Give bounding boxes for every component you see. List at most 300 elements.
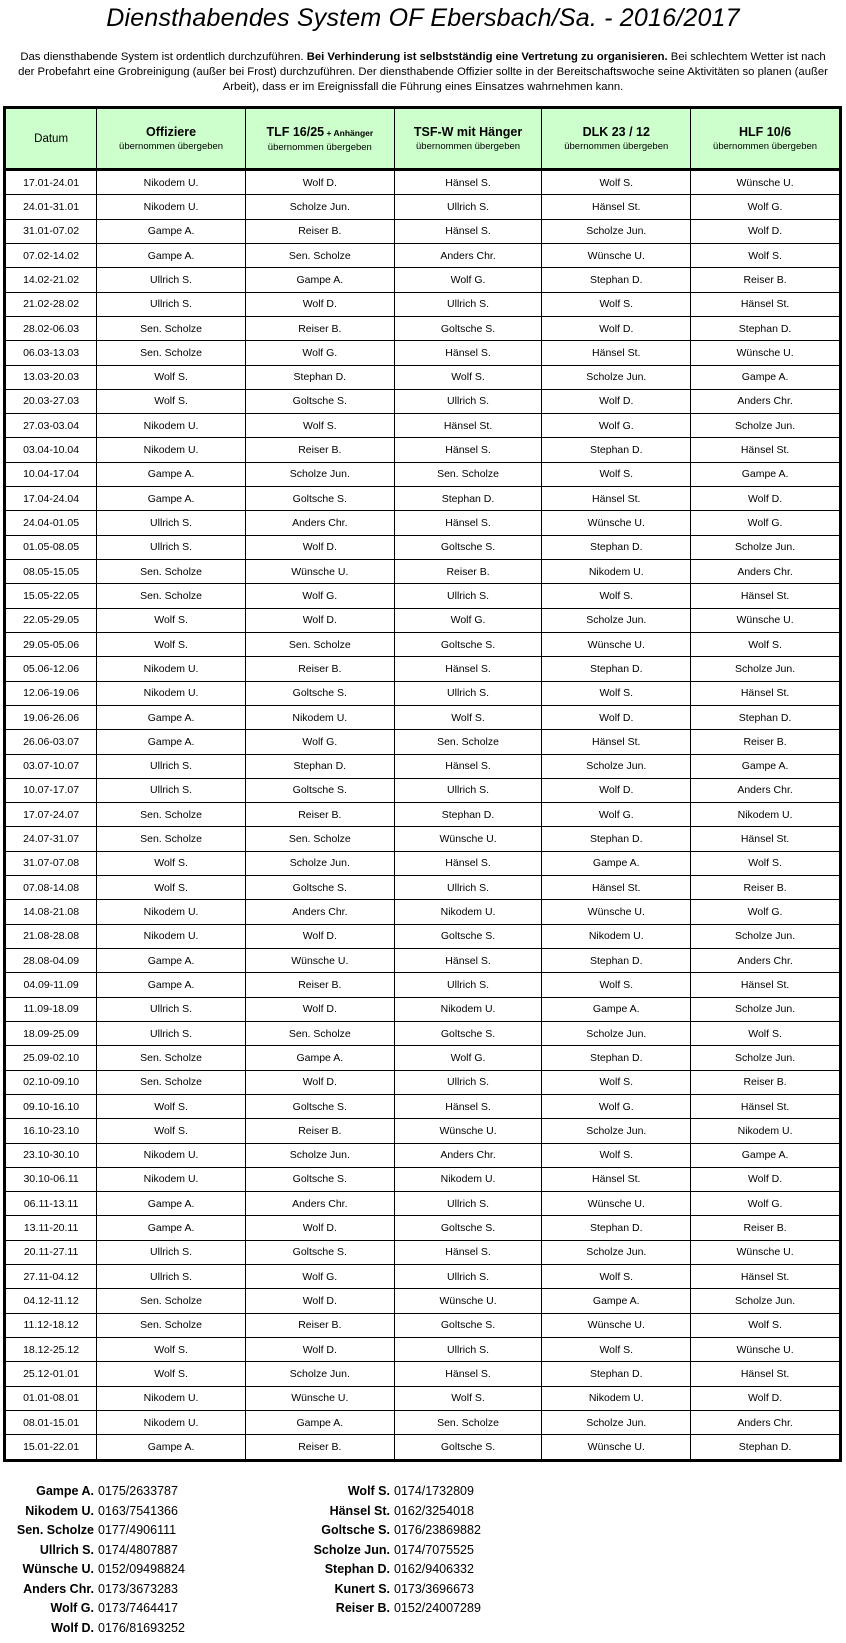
table-row — [5, 632, 841, 656]
contact-phone: 0173/3673283 — [98, 1581, 178, 1596]
assignee-cell: Wolf S. — [97, 876, 246, 900]
assignee-cell: Gampe A. — [97, 1216, 246, 1240]
contact-entry — [240, 1560, 481, 1580]
assignee-cell: Wolf G. — [691, 195, 841, 219]
assignee-cell: Wünsche U. — [542, 1192, 691, 1216]
table-row — [5, 1143, 841, 1167]
assignee-cell: Wünsche U. — [691, 341, 841, 365]
date-cell: 11.12-18.12 — [5, 1313, 97, 1337]
assignee-cell: Wolf S. — [542, 1265, 691, 1289]
contact-name: Wolf G. — [50, 1601, 94, 1615]
contact-entry — [240, 1599, 481, 1619]
assignee-cell: Wünsche U. — [691, 608, 841, 632]
assignee-cell: Reiser B. — [691, 876, 841, 900]
assignee-cell: Scholze Jun. — [691, 414, 841, 438]
assignee-cell: Wolf S. — [97, 1119, 246, 1143]
assignee-cell: Reiser B. — [691, 1216, 841, 1240]
assignee-cell: Ullrich S. — [394, 389, 542, 413]
contact-name: Wünsche U. — [22, 1562, 94, 1576]
date-cell: 01.05-08.05 — [5, 535, 97, 559]
assignee-cell: Stephan D. — [542, 949, 691, 973]
date-cell: 12.06-19.06 — [5, 681, 97, 705]
date-cell: 20.03-27.03 — [5, 389, 97, 413]
assignee-cell: Nikodem U. — [394, 997, 542, 1021]
assignee-cell: Stephan D. — [245, 754, 394, 778]
column-header-title: Datum — [34, 132, 69, 145]
assignee-cell: Gampe A. — [97, 1435, 246, 1461]
assignee-cell: Hänsel St. — [691, 1362, 841, 1386]
assignee-cell: Wolf G. — [394, 268, 542, 292]
date-cell: 03.04-10.04 — [5, 438, 97, 462]
assignee-cell: Stephan D. — [542, 438, 691, 462]
contact-entry — [0, 1521, 185, 1541]
table-row — [5, 924, 841, 948]
assignee-cell: Wolf D. — [245, 608, 394, 632]
assignee-cell: Wolf S. — [691, 632, 841, 656]
table-row — [5, 1313, 841, 1337]
assignee-cell: Nikodem U. — [691, 1119, 841, 1143]
contact-entry — [0, 1502, 185, 1522]
assignee-cell: Goltsche S. — [245, 681, 394, 705]
date-cell: 28.02-06.03 — [5, 316, 97, 340]
assignee-cell: Nikodem U. — [97, 1143, 246, 1167]
assignee-cell: Wolf G. — [245, 730, 394, 754]
table-row — [5, 1362, 841, 1386]
assignee-cell: Ullrich S. — [394, 778, 542, 802]
assignee-cell: Hänsel S. — [394, 1362, 542, 1386]
date-cell: 08.05-15.05 — [5, 560, 97, 584]
date-cell: 31.01-07.02 — [5, 219, 97, 243]
column-header-suffix: + Anhänger — [324, 127, 374, 138]
assignee-cell: Wolf D. — [245, 1216, 394, 1240]
date-cell: 19.06-26.06 — [5, 705, 97, 729]
assignee-cell: Sen. Scholze — [245, 827, 394, 851]
assignee-cell: Sen. Scholze — [97, 560, 246, 584]
assignee-cell: Nikodem U. — [691, 803, 841, 827]
assignee-cell: Stephan D. — [542, 657, 691, 681]
assignee-cell: Nikodem U. — [542, 560, 691, 584]
assignee-cell: Ullrich S. — [97, 754, 246, 778]
date-cell: 22.05-29.05 — [5, 608, 97, 632]
table-row — [5, 243, 841, 267]
assignee-cell: Wolf D. — [691, 1386, 841, 1410]
table-row — [5, 341, 841, 365]
contact-phone: 0177/4906111 — [98, 1523, 177, 1537]
assignee-cell: Gampe A. — [97, 730, 246, 754]
assignee-cell: Wolf S. — [245, 414, 394, 438]
assignee-cell: Wolf S. — [97, 632, 246, 656]
assignee-cell: Nikodem U. — [97, 1167, 246, 1191]
assignee-cell: Wünsche U. — [542, 632, 691, 656]
assignee-cell: Wolf S. — [691, 243, 841, 267]
date-cell: 14.02-21.02 — [5, 268, 97, 292]
assignee-cell: Wünsche U. — [691, 1338, 841, 1362]
assignee-cell: Reiser B. — [245, 316, 394, 340]
contact-phone: 0174/4807887 — [98, 1542, 178, 1557]
table-row — [5, 1216, 841, 1240]
assignee-cell: Wünsche U. — [245, 560, 394, 584]
assignee-cell: Goltsche S. — [394, 1313, 542, 1337]
contact-phone: 0176/81693252 — [98, 1620, 185, 1635]
table-row — [5, 316, 841, 340]
column-header-hlf — [691, 108, 841, 170]
column-header-subtitle: übernommen übergeben — [119, 141, 224, 152]
table-row — [5, 365, 841, 389]
assignee-cell: Wolf G. — [245, 341, 394, 365]
assignee-cell: Wolf G. — [691, 1192, 841, 1216]
contact-entry — [240, 1580, 481, 1600]
date-cell: 15.01-22.01 — [5, 1435, 97, 1461]
assignee-cell: Wolf D. — [542, 705, 691, 729]
assignee-cell: Scholze Jun. — [691, 535, 841, 559]
assignee-cell: Sen. Scholze — [97, 1070, 246, 1094]
assignee-cell: Wolf S. — [394, 705, 542, 729]
column-header-subtitle: übernommen übergeben — [564, 141, 669, 152]
assignee-cell: Wolf D. — [542, 316, 691, 340]
assignee-cell: Wolf D. — [542, 778, 691, 802]
assignee-cell: Wolf D. — [245, 1289, 394, 1313]
assignee-cell: Hänsel S. — [394, 1094, 542, 1118]
assignee-cell: Hänsel S. — [394, 341, 542, 365]
assignee-cell: Ullrich S. — [394, 681, 542, 705]
assignee-cell: Anders Chr. — [245, 511, 394, 535]
assignee-cell: Wünsche U. — [542, 900, 691, 924]
assignee-cell: Ullrich S. — [97, 292, 246, 316]
assignee-cell: Ullrich S. — [97, 997, 246, 1021]
assignee-cell: Reiser B. — [691, 730, 841, 754]
assignee-cell: Goltsche S. — [245, 487, 394, 511]
column-header-title: DLK 23 / 12 — [582, 125, 650, 139]
assignee-cell: Ullrich S. — [394, 1338, 542, 1362]
contact-name: Ullrich S. — [39, 1542, 94, 1557]
assignee-cell: Hänsel S. — [394, 219, 542, 243]
assignee-cell: Gampe A. — [691, 365, 841, 389]
contact-phone: 0173/3696673 — [394, 1581, 474, 1596]
assignee-cell: Gampe A. — [97, 705, 246, 729]
assignee-cell: Wolf G. — [542, 1094, 691, 1118]
table-row — [5, 657, 841, 681]
table-row — [5, 900, 841, 924]
date-cell: 06.03-13.03 — [5, 341, 97, 365]
table-row — [5, 414, 841, 438]
assignee-cell: Sen. Scholze — [97, 1313, 246, 1337]
intro-text-2: Bei schlechtem Wetter ist nach der Probefahrt eine Grobreinigung (außer bei Frost) durchzuführen. Der diensthabende Offizier sollte in der Bereitschaftswoche seine Aktivitäten so planen (außer Arbeit), dass er im Ereignissfall die Führung eines Einsatzes wahrnehmen kann. — [18, 51, 828, 93]
assignee-cell: Gampe A. — [691, 462, 841, 486]
assignee-cell: Hänsel St. — [691, 681, 841, 705]
date-cell: 06.11-13.11 — [5, 1192, 97, 1216]
contact-name: Wolf D. — [51, 1620, 94, 1635]
contact-name: Gampe A. — [36, 1484, 94, 1498]
date-cell: 27.03-03.04 — [5, 414, 97, 438]
contact-phone: 0176/23869882 — [394, 1523, 481, 1537]
assignee-cell: Wolf S. — [542, 681, 691, 705]
assignee-cell: Gampe A. — [97, 462, 246, 486]
assignee-cell: Ullrich S. — [394, 876, 542, 900]
assignee-cell: Scholze Jun. — [691, 997, 841, 1021]
column-header-subtitle: übernommen übergeben — [416, 141, 521, 152]
date-cell: 09.10-16.10 — [5, 1094, 97, 1118]
assignee-cell: Hänsel S. — [394, 438, 542, 462]
date-cell: 26.06-03.07 — [5, 730, 97, 754]
assignee-cell: Hänsel St. — [542, 487, 691, 511]
table-row — [5, 511, 841, 535]
contact-entry — [0, 1482, 185, 1502]
assignee-cell: Anders Chr. — [245, 1192, 394, 1216]
assignee-cell: Gampe A. — [97, 243, 246, 267]
assignee-cell: Goltsche S. — [394, 535, 542, 559]
column-header-tlf — [245, 108, 394, 170]
assignee-cell: Hänsel St. — [691, 1094, 841, 1118]
assignee-cell: Wolf S. — [691, 1021, 841, 1045]
assignee-cell: Wünsche U. — [542, 1435, 691, 1461]
date-cell: 25.09-02.10 — [5, 1046, 97, 1070]
contact-name: Goltsche S. — [321, 1523, 390, 1537]
assignee-cell: Hänsel S. — [394, 1240, 542, 1264]
assignee-cell: Wolf S. — [97, 851, 246, 875]
contact-entry — [0, 1619, 185, 1639]
table-row — [5, 1167, 841, 1191]
table-row — [5, 1094, 841, 1118]
assignee-cell: Hänsel St. — [542, 730, 691, 754]
date-cell: 24.01-31.01 — [5, 195, 97, 219]
assignee-cell: Stephan D. — [394, 803, 542, 827]
contact-name: Hänsel St. — [329, 1503, 390, 1518]
assignee-cell: Wolf D. — [542, 389, 691, 413]
contact-entry — [240, 1482, 481, 1502]
assignee-cell: Goltsche S. — [245, 778, 394, 802]
assignee-cell: Hänsel St. — [691, 973, 841, 997]
assignee-cell: Wolf S. — [542, 973, 691, 997]
column-header-title: Offiziere — [146, 125, 197, 139]
assignee-cell: Wolf S. — [394, 365, 542, 389]
contact-entry — [0, 1599, 185, 1619]
assignee-cell: Reiser B. — [394, 560, 542, 584]
column-header-title: TSF-W mit Hänger — [413, 125, 523, 139]
assignee-cell: Gampe A. — [542, 997, 691, 1021]
assignee-cell: Wolf S. — [97, 389, 246, 413]
assignee-cell: Anders Chr. — [394, 243, 542, 267]
table-body — [5, 170, 841, 1461]
date-cell: 21.08-28.08 — [5, 924, 97, 948]
assignee-cell: Wolf D. — [691, 219, 841, 243]
contact-entry — [240, 1502, 481, 1522]
assignee-cell: Wolf D. — [245, 1338, 394, 1362]
table-row — [5, 268, 841, 292]
assignee-cell: Goltsche S. — [245, 389, 394, 413]
table-row — [5, 462, 841, 486]
assignee-cell: Nikodem U. — [245, 705, 394, 729]
table-row — [5, 487, 841, 511]
assignee-cell: Hänsel S. — [394, 949, 542, 973]
assignee-cell: Anders Chr. — [691, 778, 841, 802]
document-title: Diensthabendes System OF Ebersbach/Sa. - 2016/2017 — [106, 4, 740, 32]
assignee-cell: Wolf G. — [691, 900, 841, 924]
assignee-cell: Nikodem U. — [97, 438, 246, 462]
assignee-cell: Gampe A. — [245, 1410, 394, 1434]
assignee-cell: Sen. Scholze — [394, 1410, 542, 1434]
assignee-cell: Nikodem U. — [97, 1386, 246, 1410]
assignee-cell: Stephan D. — [245, 365, 394, 389]
assignee-cell: Wolf S. — [542, 584, 691, 608]
assignee-cell: Wolf S. — [542, 292, 691, 316]
assignee-cell: Gampe A. — [542, 851, 691, 875]
date-cell: 24.07-31.07 — [5, 827, 97, 851]
date-cell: 25.12-01.01 — [5, 1362, 97, 1386]
date-cell: 07.02-14.02 — [5, 243, 97, 267]
assignee-cell: Sen. Scholze — [97, 1289, 246, 1313]
assignee-cell: Goltsche S. — [245, 1240, 394, 1264]
assignee-cell: Wolf S. — [542, 1143, 691, 1167]
assignee-cell: Hänsel S. — [394, 511, 542, 535]
date-cell: 17.04-24.04 — [5, 487, 97, 511]
contact-name: Kunert S. — [334, 1581, 390, 1596]
date-cell: 13.11-20.11 — [5, 1216, 97, 1240]
assignee-cell: Ullrich S. — [394, 1265, 542, 1289]
assignee-cell: Scholze Jun. — [542, 219, 691, 243]
assignee-cell: Nikodem U. — [97, 657, 246, 681]
assignee-cell: Wünsche U. — [245, 949, 394, 973]
assignee-cell: Scholze Jun. — [245, 1362, 394, 1386]
contact-phone: 0173/7464417 — [98, 1601, 178, 1615]
assignee-cell: Gampe A. — [97, 949, 246, 973]
assignee-cell: Scholze Jun. — [245, 851, 394, 875]
assignee-cell: Wolf S. — [542, 462, 691, 486]
assignee-cell: Nikodem U. — [97, 681, 246, 705]
assignee-cell: Sen. Scholze — [97, 827, 246, 851]
assignee-cell: Nikodem U. — [97, 195, 246, 219]
date-cell: 23.10-30.10 — [5, 1143, 97, 1167]
table-row — [5, 292, 841, 316]
assignee-cell: Stephan D. — [542, 1362, 691, 1386]
assignee-cell: Nikodem U. — [394, 900, 542, 924]
column-header-title-line — [246, 124, 394, 141]
column-header-subtitle: übernommen übergeben — [713, 141, 818, 152]
date-cell: 07.08-14.08 — [5, 876, 97, 900]
date-cell: 14.08-21.08 — [5, 900, 97, 924]
date-cell: 18.12-25.12 — [5, 1338, 97, 1362]
date-cell: 28.08-04.09 — [5, 949, 97, 973]
table-row — [5, 754, 841, 778]
assignee-cell: Gampe A. — [97, 487, 246, 511]
assignee-cell: Wolf G. — [691, 511, 841, 535]
table-row — [5, 195, 841, 219]
assignee-cell: Wolf S. — [97, 1094, 246, 1118]
assignee-cell: Scholze Jun. — [691, 1046, 841, 1070]
assignee-cell: Ullrich S. — [97, 1021, 246, 1045]
assignee-cell: Wünsche U. — [245, 1386, 394, 1410]
date-cell: 15.05-22.05 — [5, 584, 97, 608]
table-row — [5, 803, 841, 827]
date-cell: 17.07-24.07 — [5, 803, 97, 827]
assignee-cell: Reiser B. — [245, 438, 394, 462]
contact-phone: 0174/1732809 — [394, 1484, 474, 1498]
assignee-cell: Hänsel S. — [394, 657, 542, 681]
contact-phone: 0152/09498824 — [98, 1562, 185, 1576]
assignee-cell: Ullrich S. — [394, 1070, 542, 1094]
assignee-cell: Hänsel S. — [394, 170, 542, 195]
assignee-cell: Sen. Scholze — [97, 1046, 246, 1070]
contact-entry — [240, 1521, 481, 1541]
assignee-cell: Hänsel St. — [542, 1167, 691, 1191]
table-row — [5, 705, 841, 729]
column-header-subtitle: übernommen übergeben — [267, 141, 372, 153]
assignee-cell: Nikodem U. — [97, 1410, 246, 1434]
contact-phone: 0162/9406332 — [394, 1562, 474, 1576]
assignee-cell: Sen. Scholze — [97, 584, 246, 608]
assignee-cell: Reiser B. — [245, 219, 394, 243]
assignee-cell: Stephan D. — [691, 316, 841, 340]
table-row — [5, 1240, 841, 1264]
date-cell: 01.01-08.01 — [5, 1386, 97, 1410]
column-header-title: HLF 10/6 — [739, 125, 792, 139]
assignee-cell: Stephan D. — [542, 827, 691, 851]
assignee-cell: Wolf G. — [542, 803, 691, 827]
assignee-cell: Wünsche U. — [394, 827, 542, 851]
date-cell: 24.04-01.05 — [5, 511, 97, 535]
assignee-cell: Ullrich S. — [394, 973, 542, 997]
table-row — [5, 535, 841, 559]
assignee-cell: Anders Chr. — [691, 560, 841, 584]
assignee-cell: Wolf D. — [245, 1070, 394, 1094]
assignee-cell: Scholze Jun. — [691, 924, 841, 948]
assignee-cell: Wolf S. — [542, 170, 691, 195]
assignee-cell: Nikodem U. — [542, 1386, 691, 1410]
contact-entry — [0, 1560, 185, 1580]
assignee-cell: Scholze Jun. — [245, 462, 394, 486]
assignee-cell: Ullrich S. — [394, 584, 542, 608]
assignee-cell: Reiser B. — [245, 1435, 394, 1461]
date-cell: 10.04-17.04 — [5, 462, 97, 486]
assignee-cell: Gampe A. — [97, 1192, 246, 1216]
assignee-cell: Sen. Scholze — [245, 243, 394, 267]
duty-roster-table — [3, 106, 842, 1462]
assignee-cell: Ullrich S. — [97, 1265, 246, 1289]
date-cell: 30.10-06.11 — [5, 1167, 97, 1191]
table-row — [5, 1338, 841, 1362]
assignee-cell: Wolf D. — [691, 1167, 841, 1191]
table-row — [5, 778, 841, 802]
assignee-cell: Gampe A. — [691, 1143, 841, 1167]
contact-list-left — [0, 1482, 185, 1638]
assignee-cell: Anders Chr. — [691, 949, 841, 973]
assignee-cell: Reiser B. — [245, 657, 394, 681]
table-row — [5, 949, 841, 973]
assignee-cell: Gampe A. — [97, 219, 246, 243]
contact-entry — [0, 1541, 185, 1561]
assignee-cell: Gampe A. — [245, 268, 394, 292]
date-cell: 04.12-11.12 — [5, 1289, 97, 1313]
date-cell: 11.09-18.09 — [5, 997, 97, 1021]
date-cell: 21.02-28.02 — [5, 292, 97, 316]
assignee-cell: Nikodem U. — [542, 924, 691, 948]
assignee-cell: Scholze Jun. — [542, 365, 691, 389]
assignee-cell: Nikodem U. — [97, 170, 246, 195]
contact-name: Reiser B. — [335, 1601, 390, 1615]
assignee-cell: Hänsel St. — [542, 876, 691, 900]
assignee-cell: Hänsel S. — [394, 754, 542, 778]
table-row — [5, 1119, 841, 1143]
assignee-cell: Reiser B. — [245, 1313, 394, 1337]
assignee-cell: Hänsel St. — [394, 414, 542, 438]
table-row — [5, 560, 841, 584]
assignee-cell: Wolf S. — [97, 1362, 246, 1386]
assignee-cell: Ullrich S. — [394, 1192, 542, 1216]
assignee-cell: Nikodem U. — [97, 900, 246, 924]
assignee-cell: Scholze Jun. — [542, 754, 691, 778]
table-row — [5, 389, 841, 413]
table-row — [5, 997, 841, 1021]
assignee-cell: Wolf D. — [245, 924, 394, 948]
